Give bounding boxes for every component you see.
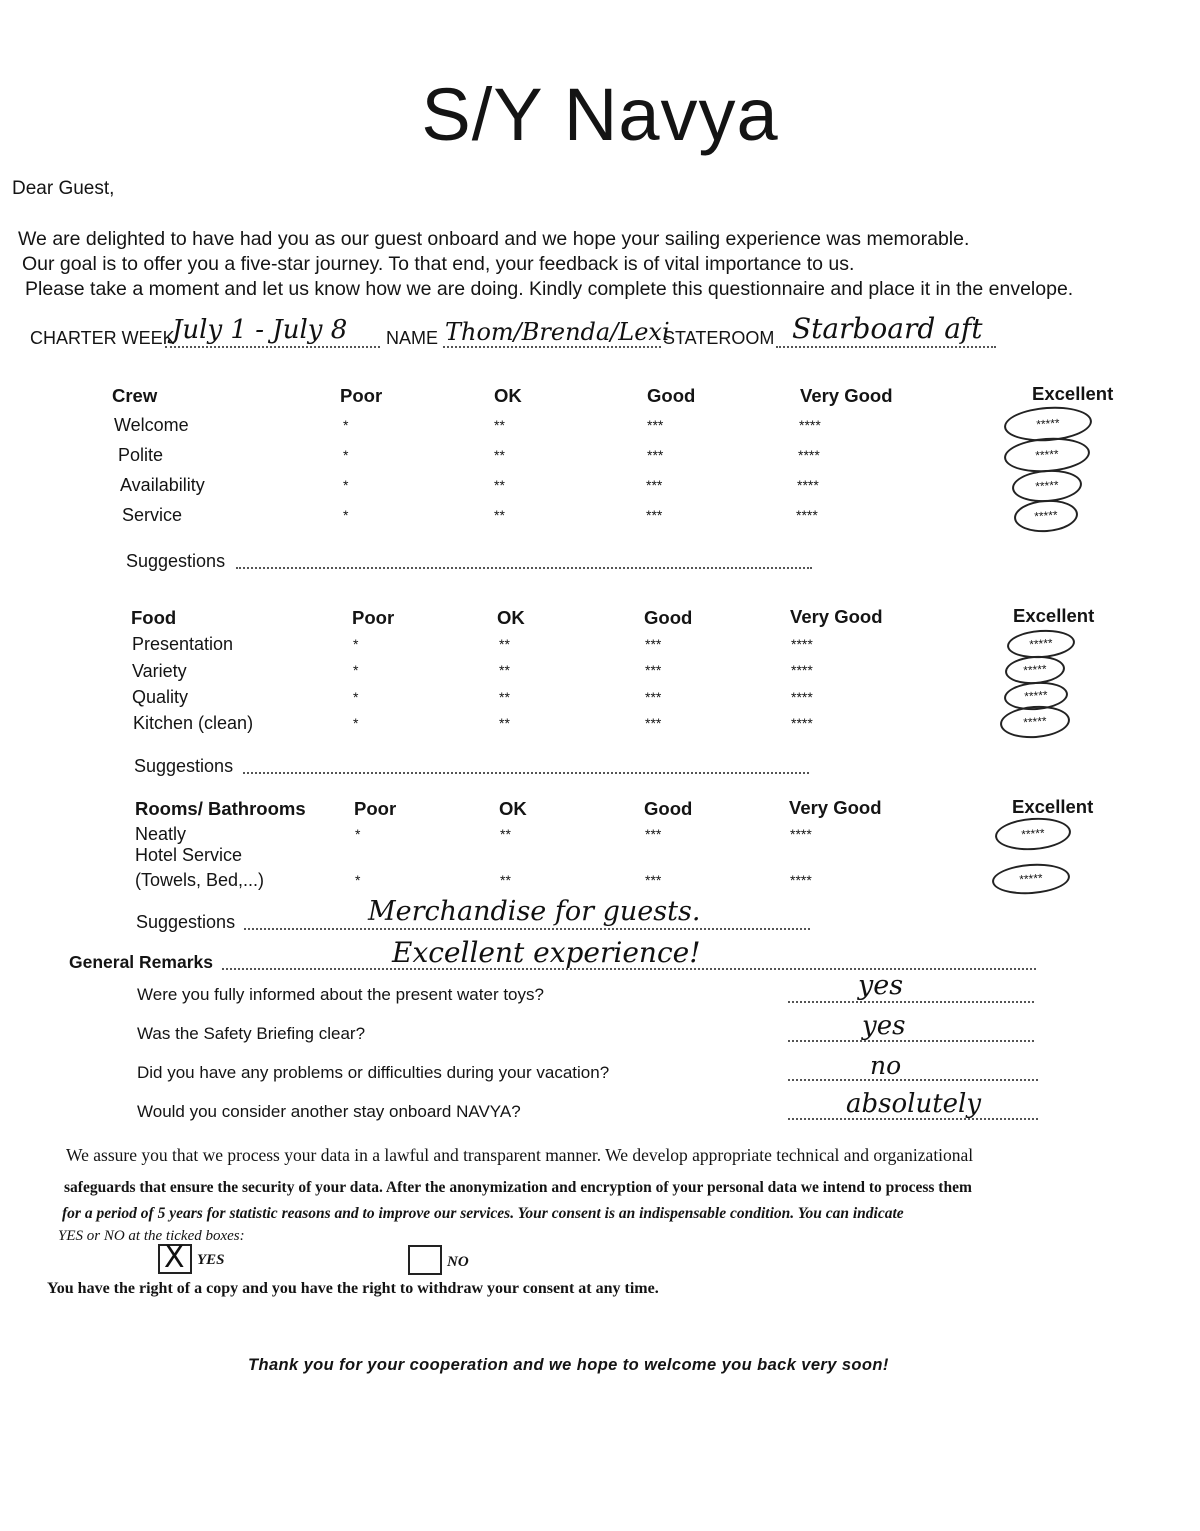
legal-line-2: safeguards that ensure the security of your data. After the anonymization and encryption of your personal data we intend to process them — [64, 1179, 972, 1196]
charter-week-label: CHARTER WEEK — [30, 328, 175, 348]
star-good[interactable]: *** — [645, 662, 662, 678]
star-poor[interactable]: * — [355, 872, 361, 888]
general-remarks-label: General Remarks — [69, 952, 213, 972]
star-very-good[interactable]: **** — [791, 662, 813, 678]
star-poor[interactable]: * — [353, 662, 359, 678]
answer-value[interactable]: yes — [862, 1011, 906, 1041]
star-very-good[interactable]: **** — [790, 826, 812, 842]
rooms-row-label: Neatly — [135, 824, 187, 844]
star-very-good[interactable]: **** — [799, 417, 821, 433]
thanks-text: Thank you for your cooperation and we hope to welcome you back very soon! — [248, 1356, 889, 1374]
star-excellent: ***** — [1018, 870, 1044, 887]
star-ok[interactable]: ** — [494, 447, 505, 463]
star-ok[interactable]: ** — [499, 689, 510, 705]
food-suggestions-line[interactable] — [243, 772, 809, 774]
star-very-good[interactable]: **** — [790, 872, 812, 888]
name-label: NAME — [386, 328, 439, 348]
rooms-col-excellent: Excellent — [1012, 796, 1094, 817]
star-excellent: ***** — [1034, 477, 1060, 494]
question-text: Would you consider another stay onboard NAVYA? — [137, 1102, 521, 1121]
stateroom-label: STATEROOM — [663, 328, 775, 348]
excellent-rating-circled[interactable] — [991, 861, 1071, 896]
star-poor[interactable]: * — [343, 447, 349, 463]
rooms-row-label: Hotel Service — [135, 845, 243, 865]
rights-text: You have the right of a copy and you have the right to withdraw your consent at any time. — [47, 1280, 659, 1297]
star-poor[interactable]: * — [343, 417, 349, 433]
rooms-heading: Rooms/ Bathrooms — [135, 798, 306, 819]
crew-col-good: Good — [647, 385, 696, 406]
question-text: Were you fully informed about the present water toys? — [137, 985, 544, 1004]
crew-suggestions-label: Suggestions — [126, 551, 226, 571]
star-good[interactable]: *** — [645, 636, 662, 652]
page-title: S/Y Navya — [421, 73, 779, 156]
crew-row-label: Polite — [118, 445, 164, 465]
answer-line[interactable] — [788, 1001, 1034, 1003]
star-poor[interactable]: * — [353, 689, 359, 705]
star-excellent: ***** — [1020, 825, 1046, 842]
excellent-rating-circled[interactable] — [994, 815, 1072, 852]
legal-line-1: We assure you that we process your data in a lawful and transparent manner. We develop appropriate technical and organizational — [66, 1145, 974, 1165]
food-col-poor: Poor — [352, 607, 395, 628]
excellent-rating-circled[interactable] — [999, 704, 1071, 741]
star-poor[interactable]: * — [353, 715, 359, 731]
rooms-col-very-good: Very Good — [789, 797, 882, 818]
star-poor[interactable]: * — [343, 477, 349, 493]
rooms-suggestions-line[interactable] — [244, 928, 810, 930]
name-value[interactable]: Thom/Brenda/Lexi — [445, 318, 670, 346]
star-ok[interactable]: ** — [494, 417, 505, 433]
food-row-label: Variety — [132, 661, 187, 681]
consent-no-label: NO — [447, 1254, 469, 1270]
consent-no-checkbox[interactable] — [408, 1245, 442, 1275]
rooms-col-good: Good — [644, 798, 693, 819]
checkbox-mark: X — [164, 1240, 185, 1275]
rooms-col-ok: OK — [499, 798, 527, 819]
food-suggestions-label: Suggestions — [134, 756, 234, 776]
food-col-excellent: Excellent — [1013, 605, 1095, 626]
charter-week-value[interactable]: July 1 - July 8 — [172, 315, 348, 345]
star-excellent: ***** — [1028, 635, 1054, 652]
star-very-good[interactable]: **** — [791, 715, 813, 731]
star-excellent: ***** — [1022, 713, 1048, 730]
answer-value[interactable]: no — [870, 1051, 902, 1080]
crew-row-label: Availability — [120, 475, 205, 495]
star-excellent: ***** — [1023, 687, 1049, 704]
food-row-label: Kitchen (clean) — [133, 713, 254, 733]
star-poor[interactable]: * — [353, 636, 359, 652]
rooms-col-poor: Poor — [354, 798, 397, 819]
crew-row-label: Service — [122, 505, 183, 525]
answer-value[interactable]: absolutely — [846, 1089, 982, 1119]
star-good[interactable]: *** — [645, 715, 662, 731]
star-excellent: ***** — [1034, 446, 1060, 463]
crew-col-ok: OK — [494, 385, 522, 406]
crew-row-label: Welcome — [114, 415, 189, 435]
food-col-very-good: Very Good — [790, 606, 883, 627]
star-good[interactable]: *** — [647, 447, 664, 463]
star-excellent: ***** — [1035, 415, 1061, 432]
answer-line[interactable] — [788, 1040, 1034, 1042]
star-very-good[interactable]: **** — [791, 636, 813, 652]
star-excellent: ***** — [1033, 507, 1059, 524]
food-col-good: Good — [644, 607, 693, 628]
star-very-good[interactable]: **** — [791, 689, 813, 705]
star-good[interactable]: *** — [646, 477, 663, 493]
food-heading: Food — [131, 607, 177, 628]
answer-line[interactable] — [788, 1079, 1038, 1081]
star-good[interactable]: *** — [646, 507, 663, 523]
crew-col-very-good: Very Good — [800, 385, 893, 406]
legal-line-3: for a period of 5 years for statistic reasons and to improve our services. Your consent is an indispensable condition. You can indicate — [62, 1205, 904, 1222]
intro-line-1: We are delighted to have had you as our guest onboard and we hope your sailing experience was memorable. — [18, 228, 970, 250]
excellent-rating-circled[interactable] — [1013, 498, 1079, 534]
legal-line-4: YES or NO at the ticked boxes: — [58, 1228, 245, 1244]
intro-line-2: Our goal is to offer you a five-star journey. To that end, your feedback is of vital importance to us. — [22, 253, 855, 275]
crew-col-poor: Poor — [340, 385, 383, 406]
general-remarks-value[interactable]: Excellent experience! — [392, 936, 701, 969]
question-text: Did you have any problems or difficulties during your vacation? — [137, 1063, 610, 1082]
star-ok[interactable]: ** — [494, 507, 505, 523]
rooms-suggestions-value[interactable]: Merchandise for guests. — [368, 896, 701, 927]
charter-week-line — [165, 346, 380, 348]
star-ok[interactable]: ** — [499, 715, 510, 731]
star-poor[interactable]: * — [355, 826, 361, 842]
star-very-good[interactable]: **** — [796, 507, 818, 523]
stateroom-line — [776, 346, 996, 348]
stateroom-value[interactable]: Starboard aft — [792, 312, 983, 345]
star-good[interactable]: *** — [645, 826, 662, 842]
food-row-label: Presentation — [132, 634, 234, 654]
star-ok[interactable]: ** — [494, 477, 505, 493]
question-text: Was the Safety Briefing clear? — [137, 1024, 366, 1043]
star-good[interactable]: *** — [645, 689, 662, 705]
name-line — [443, 346, 661, 348]
rooms-suggestions-label: Suggestions — [136, 912, 236, 932]
star-poor[interactable]: * — [343, 507, 349, 523]
crew-heading: Crew — [112, 385, 158, 406]
food-col-ok: OK — [497, 607, 525, 628]
intro-line-3: Please take a moment and let us know how we are doing. Kindly complete this questionnaire and place it in the envelope. — [25, 278, 1074, 300]
crew-col-excellent: Excellent — [1032, 383, 1114, 404]
food-row-label: Quality — [132, 687, 189, 707]
star-very-good[interactable]: **** — [798, 447, 820, 463]
star-good[interactable]: *** — [647, 417, 664, 433]
answer-value[interactable]: yes — [858, 970, 904, 1001]
star-ok[interactable]: ** — [500, 826, 511, 842]
star-good[interactable]: *** — [645, 872, 662, 888]
star-ok[interactable]: ** — [499, 636, 510, 652]
rooms-row-label-sub: (Towels, Bed,...) — [135, 870, 265, 890]
star-excellent: ***** — [1022, 661, 1048, 678]
greeting: Dear Guest, — [12, 178, 115, 199]
crew-suggestions-line[interactable] — [236, 567, 812, 569]
star-very-good[interactable]: **** — [797, 477, 819, 493]
consent-yes-checkbox[interactable] — [158, 1240, 192, 1275]
star-ok[interactable]: ** — [500, 872, 511, 888]
star-ok[interactable]: ** — [499, 662, 510, 678]
consent-yes-label: YES — [197, 1252, 225, 1268]
